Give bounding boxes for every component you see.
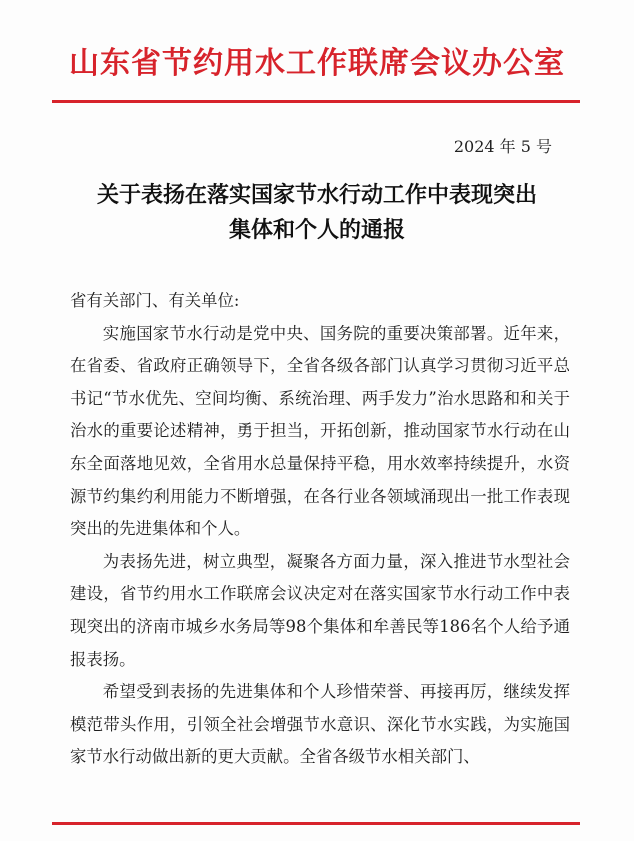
masthead-red-rule xyxy=(52,100,580,103)
salutation: 省有关部门、有关单位: xyxy=(70,291,240,310)
paragraph-2: 为表扬先进，树立典型，凝聚各方面力量，深入推进节水型社会建设，省节约用水工作联席会议决定对在落实国家节水行动工作中表现突出的济南市城乡水务局等98个集体和牟善民等186名个人给予通报表扬。 xyxy=(70,551,570,669)
footer-red-rule xyxy=(52,822,580,825)
issuer-masthead: 山东省节约用水工作联席会议办公室 xyxy=(69,46,565,81)
document-number: 2024 年 5 号 xyxy=(453,137,552,156)
document-title xyxy=(40,178,594,248)
paragraph-1: 实施国家节水行动是党中央、国务院的重要决策部署。近年来，在省委、省政府正确领导下，全省各级各部门认真学习贯彻习近平总书记“节水优先、空间均衡、系统治理、两手发力”治水思路和和关于治水的重要论述精神，勇于担当，开拓创新，推动国家节水行动在山东全面落地见效，全省用水总量保持平稳，用水效率持续提升，水资源节约集约利用能力不断增强，在各行业各领域涌现出一批工作表现突出的先进集体和个人。 xyxy=(70,323,570,539)
paragraph-3: 希望受到表扬的先进集体和个人珍惜荣誉、再接再厉，继续发挥模范带头作用，引领全社会增强节水意识、深化节水实践，为实施国家节水行动做出新的更大贡献。全省各级节水相关部门、 xyxy=(70,682,570,767)
document-body xyxy=(70,285,570,774)
document-title-line-1: 关于表扬在落实国家节水行动工作中表现突出 xyxy=(96,182,537,208)
document-title-line-2: 集体和个人的通报 xyxy=(228,217,405,243)
